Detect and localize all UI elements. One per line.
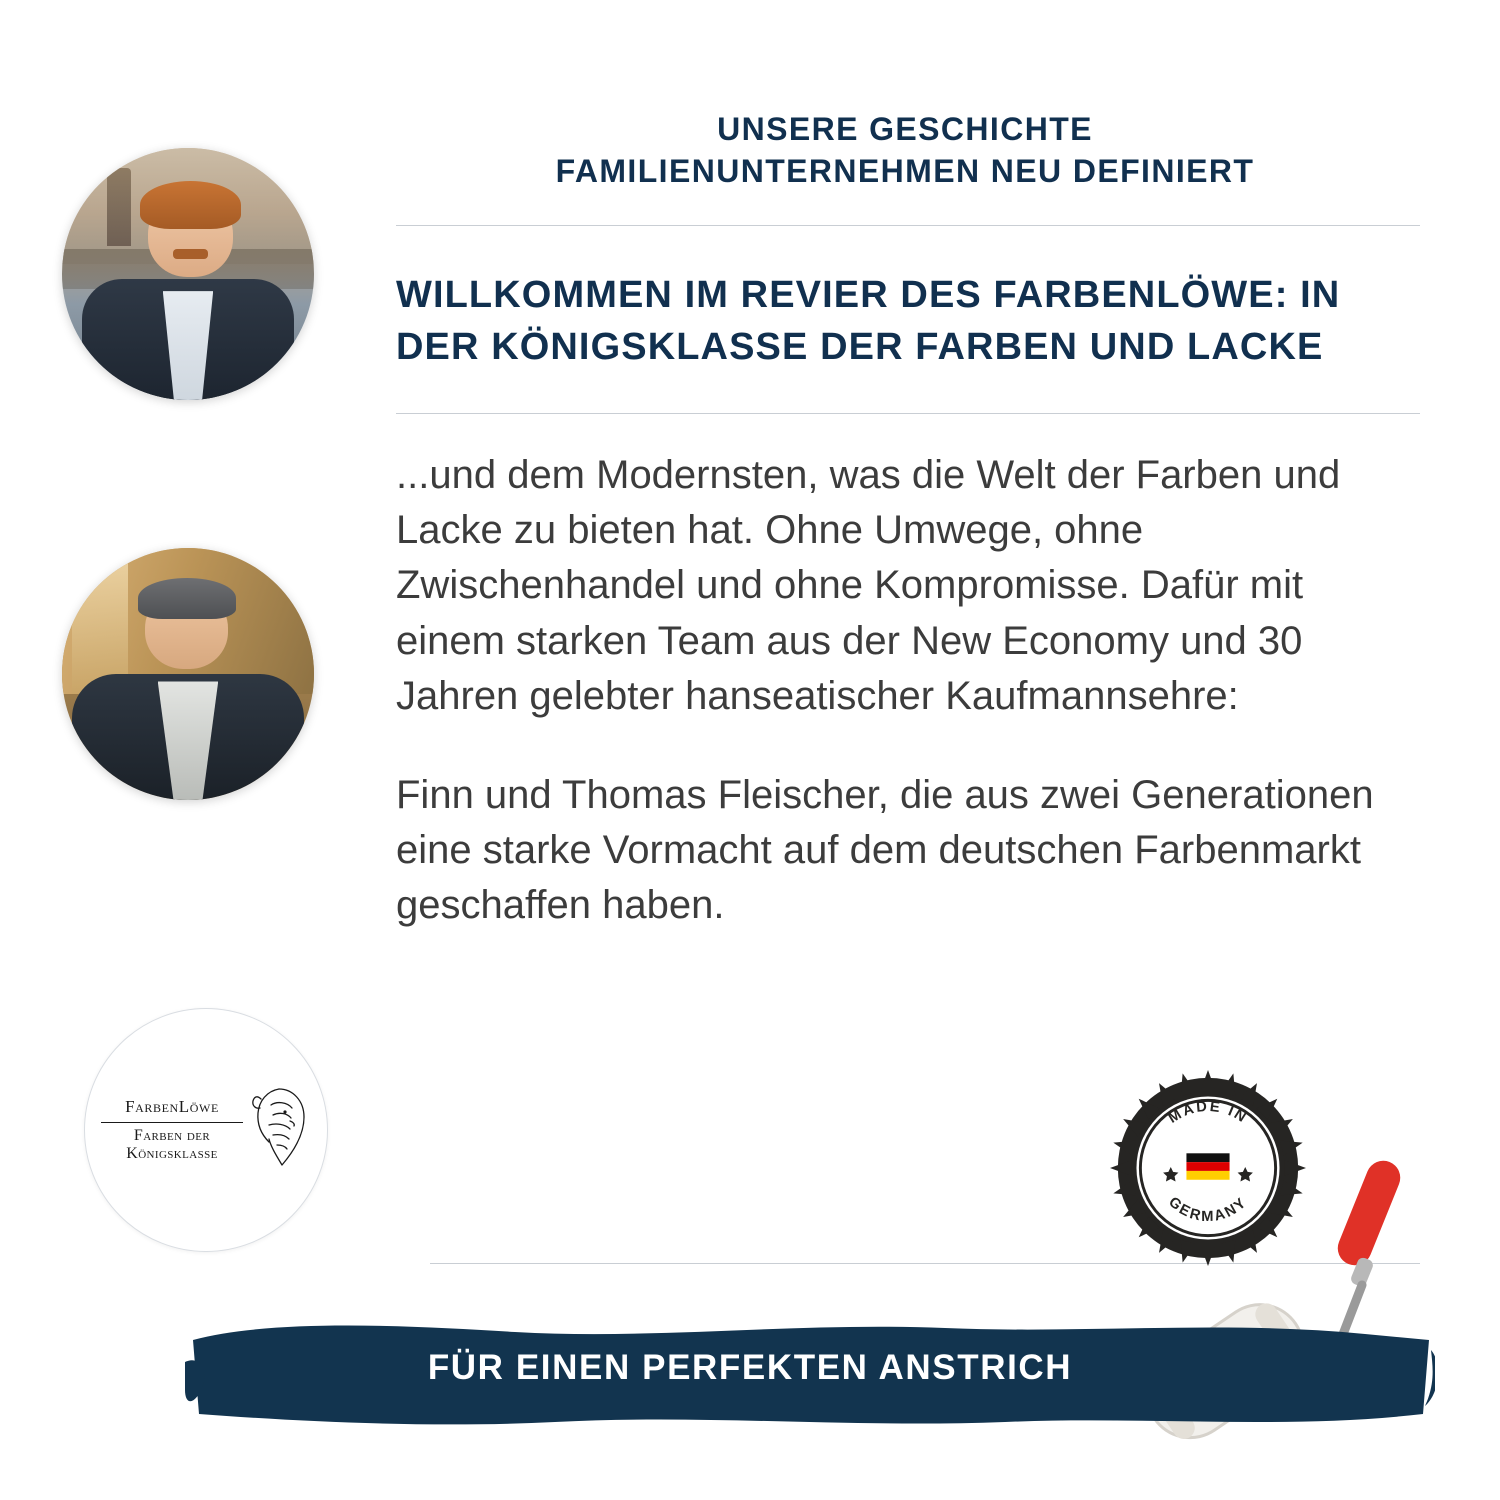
- brand-logo-divider: [101, 1122, 243, 1123]
- portrait-young-man-image: [62, 148, 314, 400]
- divider-top: [396, 225, 1420, 226]
- eyebrow-line-1: UNSERE GESCHICHTE: [717, 111, 1093, 147]
- portrait-older-man: [62, 548, 314, 800]
- portrait-older-man-image: [62, 548, 314, 800]
- body-paragraph-2: Finn und Thomas Fleischer, die aus zwei Generationen eine starke Vormacht auf dem deutschen Farbenmarkt geschaffen haben.: [396, 772, 1374, 928]
- brand-logo-wordmark: [101, 1097, 243, 1163]
- page-title: WILLKOMMEN IM REVIER DES FARBENLÖWE: IN DER KÖNIGSKLASSE DER FARBEN UND LACKE: [396, 274, 1341, 369]
- footer-banner-text: FÜR EINEN PERFEKTEN ANSTRICH: [427, 1348, 1073, 1387]
- seal-top-text: MADE IN: [1165, 1098, 1251, 1127]
- divider-middle: [396, 413, 1420, 414]
- lion-head-icon: [249, 1085, 311, 1176]
- seal-bottom-text: GERMANY: [1165, 1194, 1251, 1225]
- portrait-young-man-moustache: [173, 249, 208, 259]
- brand-logo-badge: [84, 1008, 328, 1252]
- body-paragraph-1: ...und dem Modernsten, was die Welt der Farben und Lacke zu bieten hat. Ohne Umwege, ohne Zwischenhandel und ohne Kompromisse. Dafür mit einem starken Team aus der New Economy und 30 Jahren gelebter hanseatischer Kaufmannsehre:: [396, 453, 1341, 718]
- brand-logo-line1: FarbenLöwe: [125, 1097, 219, 1116]
- eyebrow-heading: [390, 108, 1420, 192]
- portrait-young-man-hair: [140, 181, 241, 229]
- brand-logo-line2: Farben der Königsklasse: [126, 1127, 218, 1162]
- eyebrow-line-2: FAMILIENUNTERNEHMEN NEU DEFINIERT: [555, 153, 1255, 190]
- portrait-older-man-hair: [138, 578, 236, 618]
- portrait-young-man: [62, 148, 314, 400]
- roller-handle: [1333, 1156, 1406, 1288]
- left-media-column: [0, 0, 370, 1500]
- portrait-background-tower: [107, 168, 131, 246]
- body-copy: [396, 448, 1376, 934]
